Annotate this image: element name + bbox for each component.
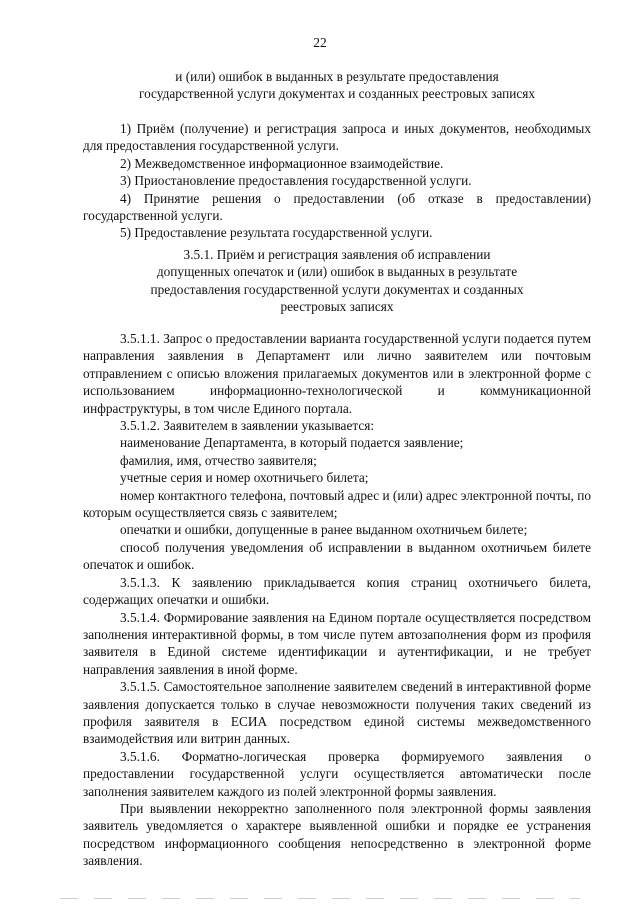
procedure-item: 2) Межведомственное информационное взаимодействие. <box>120 155 444 171</box>
paragraph: 3.5.1.4. Формирование заявления на Едином портале осуществляется посредством заполнения интерактивной формы, в том числе путем автозаполнения форм из профиля заявителя в Единой системе идентификации и аутентификации, и не требует направления заявления в иной форме. <box>83 609 591 677</box>
list-item: наименование Департамента, в который подается заявление; <box>120 435 464 451</box>
paragraph: 3.5.1.1. Запрос о предоставлении варианта государственной услуги подается путем направления заявления в Департамент или лично заявителем или почтовым отправлением с описью вложения прилагаемых документов или в электронной форме с использованием информационно-технологической и коммуникационной инфраструктуры, в том числе Единого портала. <box>83 331 591 416</box>
list-item: учетные серия и номер охотничьего билета; <box>120 470 369 486</box>
procedure-item: 4) Принятие решения о предоставлении (об отказе в предоставлении) государственной услуги. <box>83 190 591 224</box>
section-heading-line: 3.5.1. Приём и регистрация заявления об исправлении <box>183 247 491 262</box>
page-number: 22 <box>313 35 327 50</box>
procedure-item: 1) Приём (получение) и регистрация запроса и иных документов, необходимых для предоставления государственной услуги. <box>83 121 591 154</box>
heading-line: и (или) ошибок в выданных в результате предоставления <box>175 69 499 84</box>
scan-artifact <box>60 898 580 899</box>
paragraph: 3.5.1.3. К заявлению прикладывается копия страниц охотничьего билета, содержащих опечатки и ошибки. <box>83 574 591 608</box>
paragraph: 3.5.1.5. Самостоятельное заполнение заявителем сведений в интерактивной форме заявления допускается только в случае невозможности получения таких сведений из профиля заявителя в ЕСИА посредством единой системы межведомственного взаимодействия или витрин данных. <box>83 679 591 747</box>
list-item: фамилия, имя, отчество заявителя; <box>120 452 317 468</box>
paragraph: 3.5.1.2. Заявителем в заявлении указывается: <box>120 418 375 434</box>
section-heading-line: допущенных опечаток и (или) ошибок в выданных в результате <box>156 264 518 280</box>
section-heading-line: реестровых записях <box>280 299 394 315</box>
list-item: номер контактного телефона, почтовый адрес и (или) адрес электронной почты, по которым осуществляется связь с заявителем; <box>83 487 591 521</box>
heading-line: государственной услуги документах и созданных реестровых записях <box>138 86 536 102</box>
procedure-item: 5) Предоставление результата государственной услуги. <box>120 225 433 241</box>
subsection-heading <box>83 68 591 103</box>
procedure-item: 3) Приостановление предоставления государственной услуги. <box>120 173 472 189</box>
paragraph: 3.5.1.6. Форматно-логическая проверка формируемого заявления о предоставлении государственной услуги осуществляется автоматически после заполнения заявителем каждого из полей электронной формы заявления. <box>83 748 591 799</box>
section-heading-line: предоставления государственной услуги документах и созданных <box>150 281 524 297</box>
procedures-list <box>83 120 591 242</box>
list-item: опечатки и ошибки, допущенные в ранее выданном охотничьем билете; <box>120 522 528 538</box>
paragraph: При выявлении некорректно заполненного поля электронной формы заявления заявитель уведомляется о характере выявленной ошибки и порядке ее устранения посредством информационного сообщения непосредственно в электронной форме заявления. <box>83 800 591 869</box>
section-body <box>83 330 591 870</box>
section-heading <box>83 246 591 316</box>
list-item: способ получения уведомления об исправлении в выданном охотничьем билете опечаток и ошибок. <box>83 539 591 573</box>
